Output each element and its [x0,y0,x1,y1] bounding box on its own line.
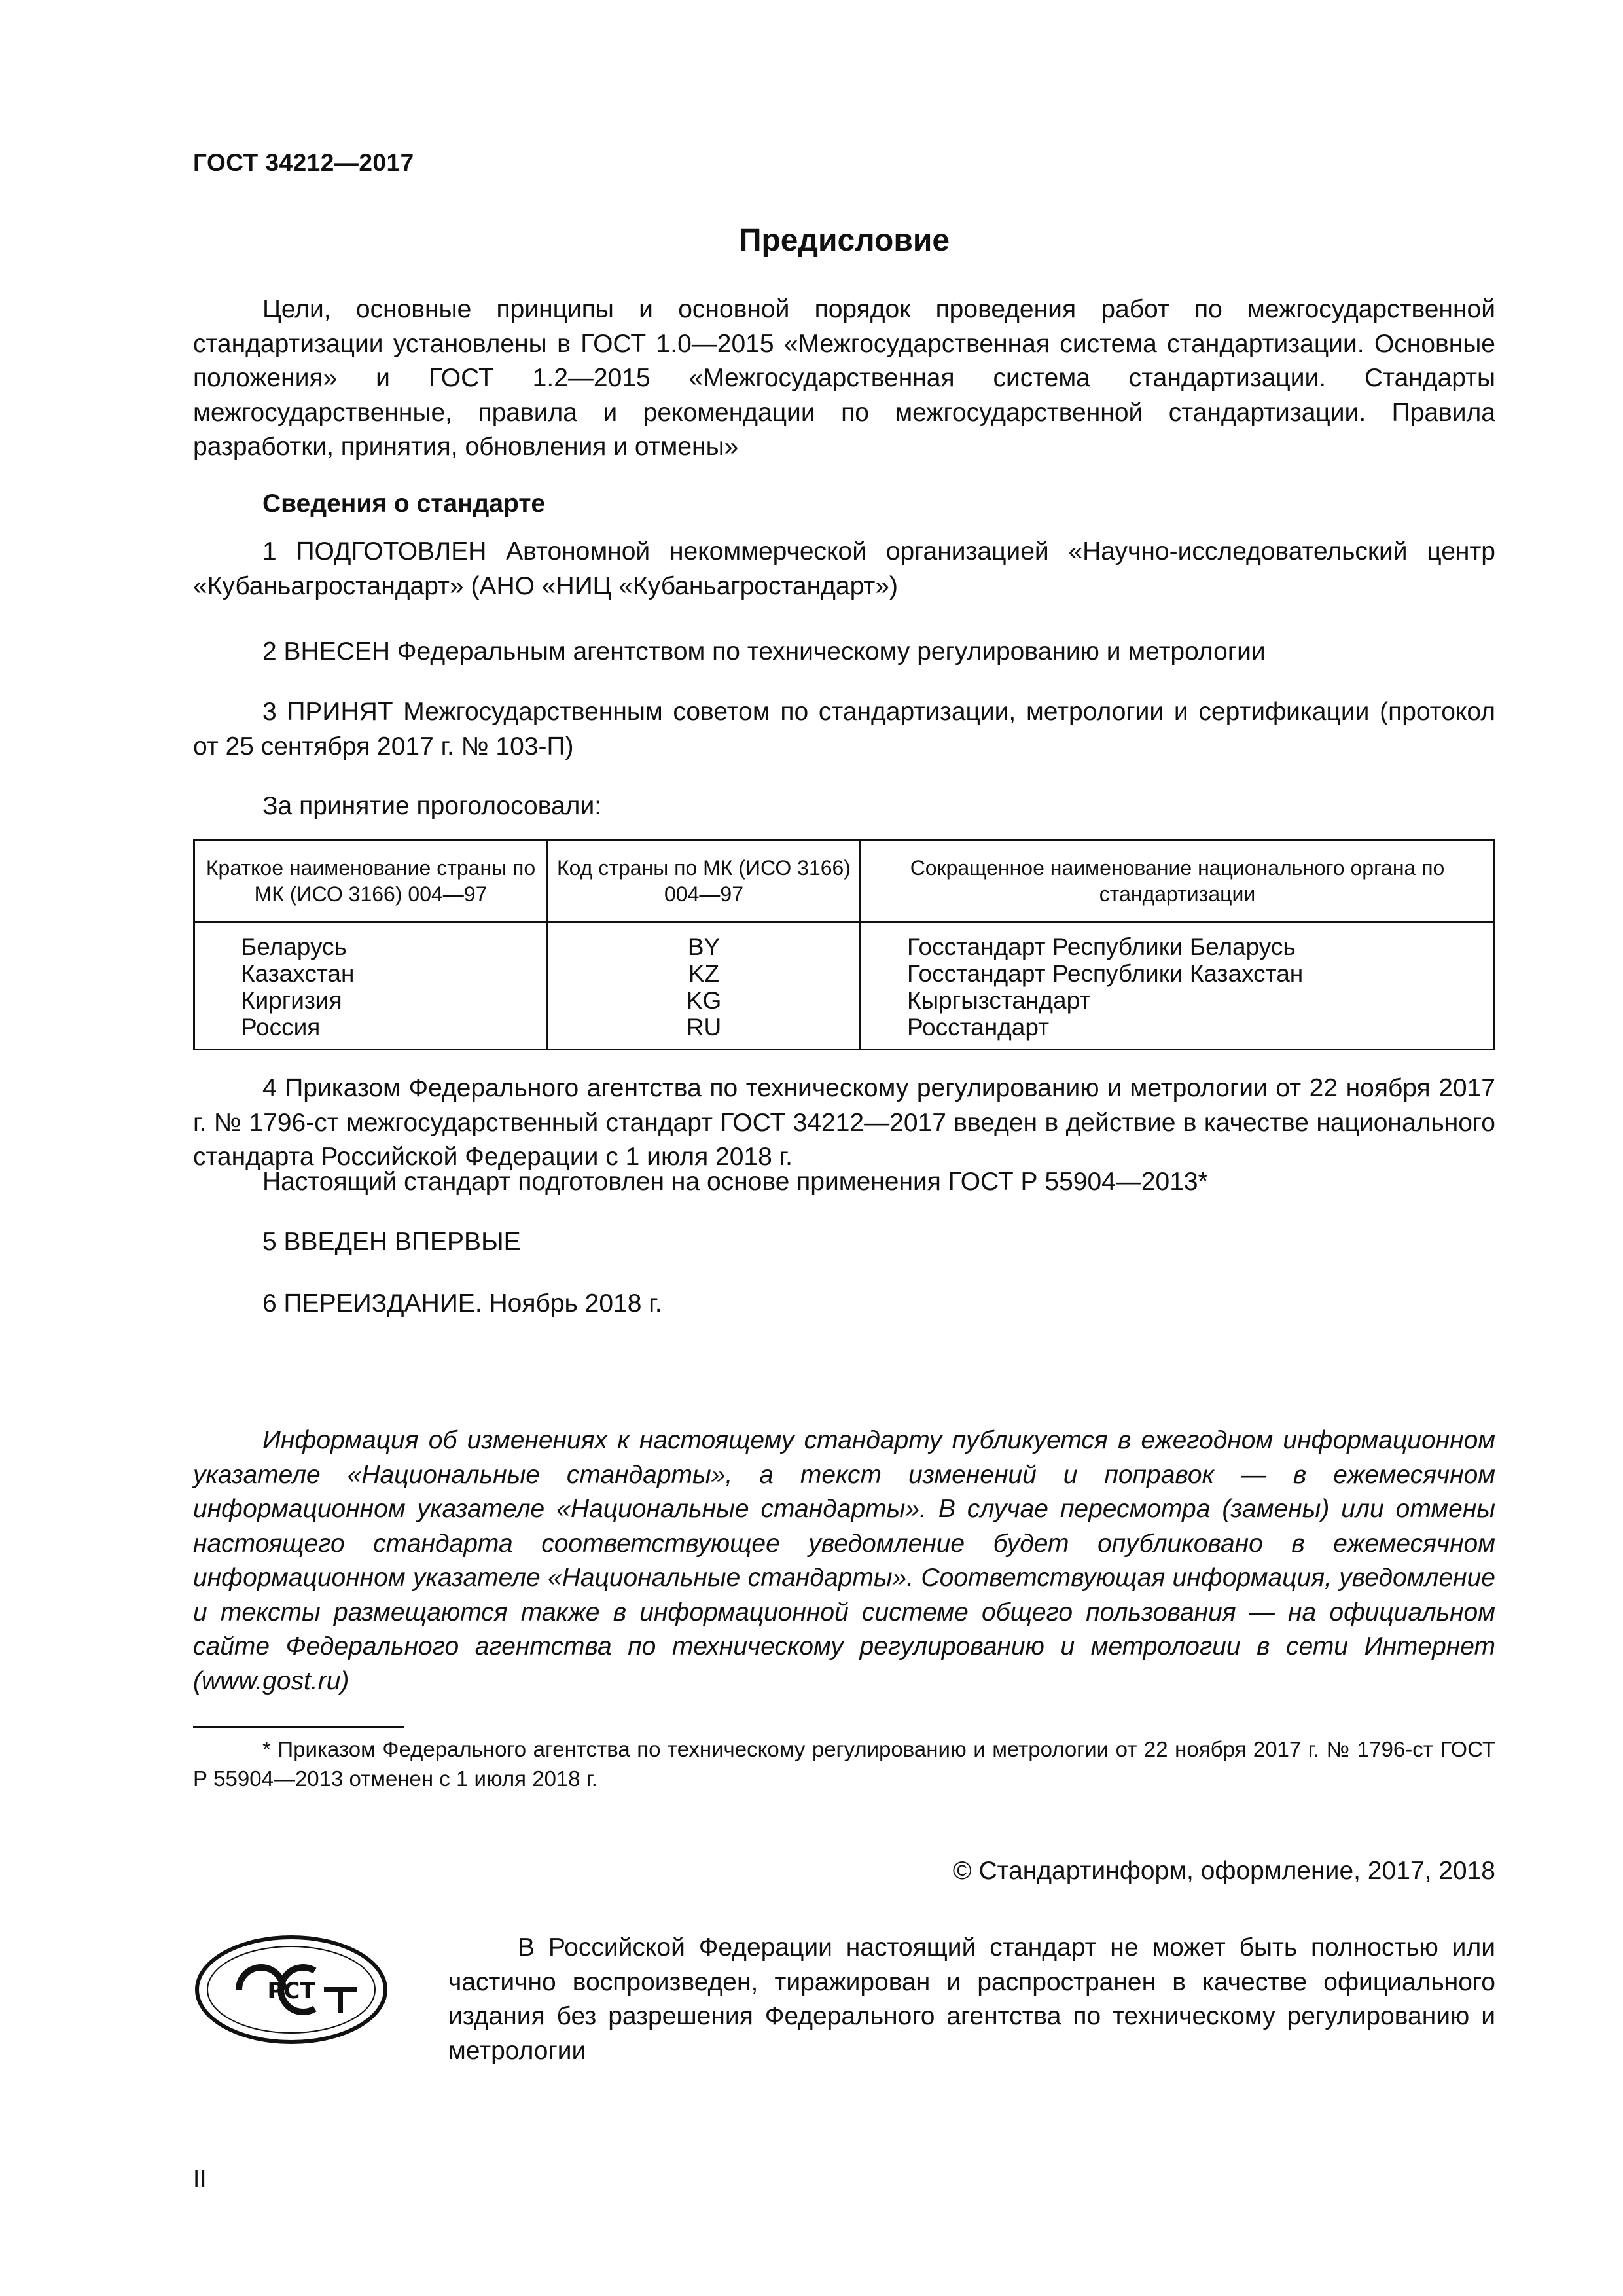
table-cell-country: Киргизия [194,987,548,1014]
copyright-notice: © Стандартинформ, оформление, 2017, 2018 [952,1857,1495,1885]
table-cell-country: Россия [194,1014,548,1050]
info-heading: Сведения о стандарте [262,490,546,518]
table-cell-code: KG [548,987,861,1014]
table-cell-body: Госстандарт Республики Казахстан [861,960,1495,987]
intro-paragraph: Цели, основные принципы и основной порядок проведения работ по межгосударственной стандартизации установлены в ГОСТ 1.0—2015 «Межгосударственная система стандартизации. Основные положения» и ГОСТ 1.2—2015 «Межгосударственная система стандартизации. Стандарты межгосударственные, правила и рекомендации по межгосударственной стандартизации. Правила разработки, принятия, обновления и отмены» [193,295,1495,461]
table-header-country: Краткое наименование страны по МК (ИСО 3166) 004—97 [194,840,548,922]
table-header-row [194,840,1495,922]
table-cell-code: BY [548,922,861,961]
footnote: * Приказом Федерального агентства по техническому регулированию и метрологии от 22 ноября 2017 г. № 1796-ст ГОСТ Р 55904—2013 отменен с 1 июля 2018 г. [193,1737,1495,1791]
table-cell-body: Госстандарт Республики Беларусь [861,922,1495,961]
page-title: Предисловие [738,223,950,258]
table-header-code: Код страны по МК (ИСО 3166) 004—97 [548,840,861,922]
table-row [194,922,1495,961]
page-number: II [193,2165,207,2192]
table-row [194,1014,1495,1050]
table-header-body: Сокращенное наименование национального органа по стандартизации [861,840,1495,922]
rst-certification-logo-icon [193,1934,389,2045]
item-4-note: Настоящий стандарт подготовлен на основе применения ГОСТ Р 55904—2013* [262,1168,1208,1196]
changes-info-paragraph: Информация об изменениях к настоящему стандарту публикуется в ежегодном информационном указателе «Национальные стандарты», а текст изменений и поправок — в ежемесячном информационном указателе «Национальные стандарты». В случае пересмотра (замены) или отмены настоящего стандарта соответствующее уведомление будет опубликовано в ежемесячном информационном указателе «Национальные стандарты». Соответствующая информация, уведомление и тексты размещаются также в информационной системе общего пользования — на официальном сайте Федерального агентства по техническому регулированию и метрологии в сети Интернет (www.gost.ru) [193,1426,1495,1695]
table-row [194,987,1495,1014]
table-row [194,960,1495,987]
item-3: 3 ПРИНЯТ Межгосударственным советом по стандартизации, метрологии и сертификации (протокол от 25 сентября 2017 г. № 103-П) [193,698,1495,761]
table-cell-code: KZ [548,960,861,987]
table-cell-country: Беларусь [194,922,548,961]
table-cell-body: Кыргызстандарт [861,987,1495,1014]
item-4: 4 Приказом Федерального агентства по техническому регулированию и метрологии от 22 ноября 2017 г. № 1796-ст межгосударственный стандарт ГОСТ 34212—2017 введен в действие в качестве национального стандарта Российской Федерации с 1 июля 2018 г. [193,1074,1495,1171]
table-cell-code: RU [548,1014,861,1050]
table-cell-country: Казахстан [194,960,548,987]
standard-code: ГОСТ 34212—2017 [193,149,414,176]
item-2: 2 ВНЕСЕН Федеральным агентством по техническому регулированию и метрологии [262,637,1266,666]
document-page [193,0,1495,2296]
rights-notice: В Российской Федерации настоящий стандарт не может быть полностью или частично воспроизведен, тиражирован и распространен в качестве официального издания без разрешения Федерального агентства по техническому регулированию и метрологии [448,1933,1495,2065]
voted-label: За принятие проголосовали: [262,792,602,820]
logo-text: РСТ [267,1978,315,2004]
footnote-divider [193,1726,404,1728]
item-5: 5 ВВЕДЕН ВПЕРВЫЕ [262,1228,521,1256]
item-1: 1 ПОДГОТОВЛЕН Автономной некоммерческой организацией «Научно-исследовательский центр «Кубаньагростандарт» (АНО «НИЦ «Кубаньагростандарт») [193,537,1495,600]
voting-table [193,839,1495,1050]
table-cell-body: Росстандарт [861,1014,1495,1050]
item-6: 6 ПЕРЕИЗДАНИЕ. Ноябрь 2018 г. [262,1289,662,1318]
